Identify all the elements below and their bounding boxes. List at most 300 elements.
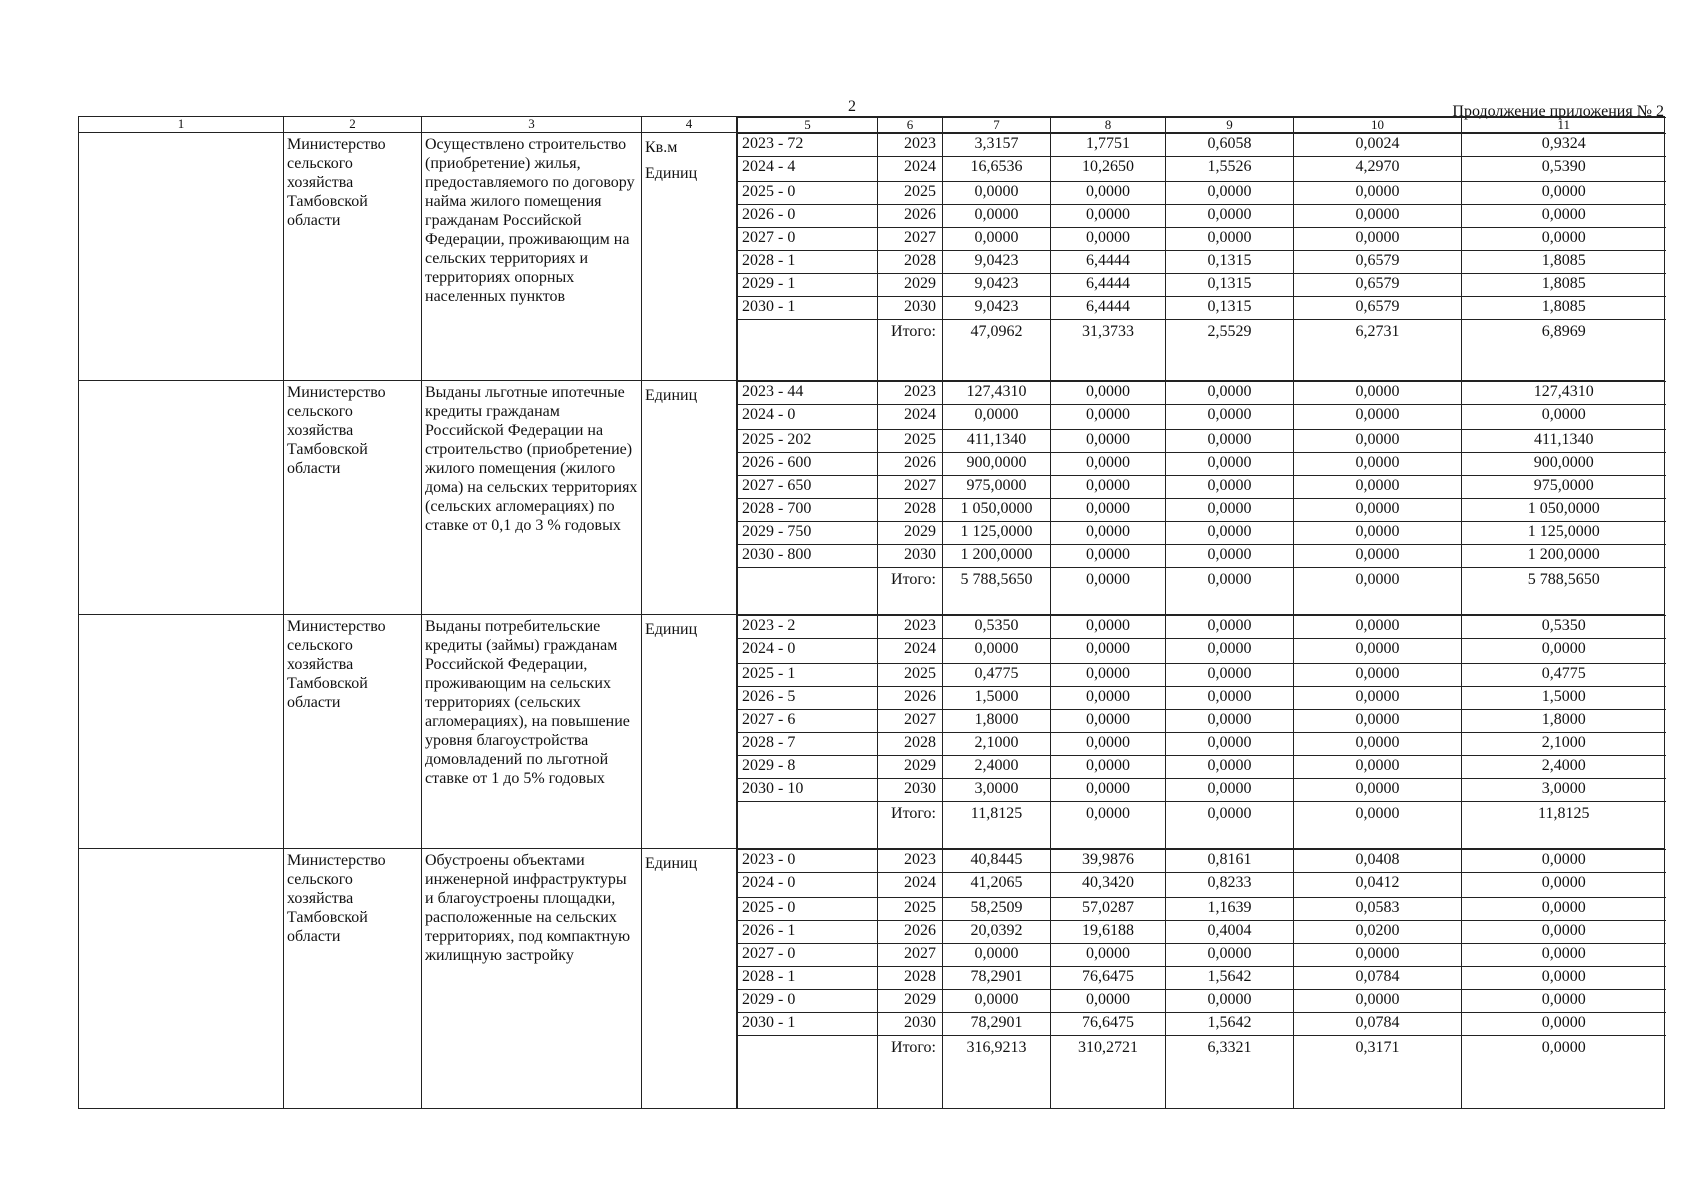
header-cell-1: 1 (79, 117, 284, 133)
total-row (738, 802, 1666, 849)
amount-cell: 0,0000 (1051, 639, 1166, 664)
amount-cell: 20,0392 (943, 921, 1051, 944)
amount-cell: 900,0000 (1462, 453, 1666, 476)
amount-cell: 39,9876 (1051, 850, 1166, 873)
year-count-cell: 2028 - 700 (738, 499, 878, 522)
col3-cell (422, 381, 642, 615)
values-cell (737, 133, 1665, 381)
amount-cell: 0,0000 (1166, 405, 1294, 430)
amount-cell: 0,0200 (1294, 921, 1462, 944)
year-cell: 2028 (878, 499, 943, 522)
amount-cell: 1,5642 (1166, 967, 1294, 990)
amount-cell: 0,0000 (1462, 990, 1666, 1013)
col4-cell (642, 849, 737, 1109)
year-cell: 2025 (878, 182, 943, 205)
header-cell-3: 3 (422, 117, 642, 133)
amount-cell: 0,8161 (1166, 850, 1294, 873)
header-subtable (737, 117, 1666, 132)
year-row (738, 990, 1666, 1013)
amount-cell: 0,0000 (1051, 405, 1166, 430)
amount-cell: 0,0000 (1294, 522, 1462, 545)
col4-cell (642, 381, 737, 615)
amount-cell: 40,3420 (1051, 873, 1166, 898)
year-count-cell: 2026 - 0 (738, 205, 878, 228)
amount-cell: 1,5000 (943, 687, 1051, 710)
year-count-cell: 2026 - 5 (738, 687, 878, 710)
amount-cell: 41,2065 (943, 873, 1051, 898)
total-amount-cell: 310,2721 (1051, 1036, 1166, 1109)
amount-cell: 0,0000 (1051, 990, 1166, 1013)
amount-cell: 2,4000 (943, 756, 1051, 779)
amount-cell: 0,0000 (1462, 967, 1666, 990)
year-row (738, 499, 1666, 522)
amount-cell: 0,0000 (1462, 921, 1666, 944)
amount-cell: 1,8085 (1462, 251, 1666, 274)
year-row (738, 756, 1666, 779)
amount-cell: 0,0000 (1051, 733, 1166, 756)
ministry-name: Министерство сельского хозяйства Тамбовской области (287, 852, 386, 945)
total-amount-cell: 47,0962 (943, 320, 1051, 381)
year-count-cell: 2029 - 8 (738, 756, 878, 779)
year-count-cell: 2024 - 4 (738, 157, 878, 182)
amount-cell: 0,0000 (1294, 476, 1462, 499)
year-row (738, 1013, 1666, 1036)
amount-cell: 0,0000 (1294, 733, 1462, 756)
amount-cell: 16,6536 (943, 157, 1051, 182)
block-row (79, 849, 1665, 1109)
values-cell (737, 849, 1665, 1109)
year-count-cell: 2030 - 800 (738, 545, 878, 568)
amount-cell: 411,1340 (943, 430, 1051, 453)
amount-cell: 0,0000 (1051, 476, 1166, 499)
year-cell: 2030 (878, 297, 943, 320)
year-row (738, 251, 1666, 274)
amount-cell: 1,8000 (943, 710, 1051, 733)
amount-cell: 1 200,0000 (943, 545, 1051, 568)
year-cell: 2025 (878, 664, 943, 687)
amount-cell: 0,0000 (1166, 522, 1294, 545)
ministry-name: Министерство сельского хозяйства Тамбовской области (287, 618, 386, 711)
amount-cell: 0,0000 (1166, 710, 1294, 733)
amount-cell: 0,0000 (1166, 616, 1294, 639)
year-cell: 2029 (878, 990, 943, 1013)
amount-cell: 57,0287 (1051, 898, 1166, 921)
measure-description: Выданы потребительские кредиты (займы) гражданам Российской Федерации, проживающим на сельских территориях (сельских агломерациях), на повышение уровня благоустройства домовладений по льготной ставке от 1 до 5% годовых (425, 618, 630, 787)
total-amount-cell: 5 788,5650 (943, 568, 1051, 615)
amount-cell: 4,2970 (1294, 157, 1462, 182)
amount-cell: 0,0000 (1462, 405, 1666, 430)
amount-cell: 0,0000 (1462, 182, 1666, 205)
year-cell: 2029 (878, 274, 943, 297)
amount-cell: 0,1315 (1166, 297, 1294, 320)
total-label: Итого: (878, 568, 943, 615)
amount-cell: 78,2901 (943, 1013, 1051, 1036)
amount-cell: 1,8000 (1462, 710, 1666, 733)
amount-cell: 0,0000 (1166, 499, 1294, 522)
amount-cell: 975,0000 (1462, 476, 1666, 499)
amount-cell: 2,4000 (1462, 756, 1666, 779)
amount-cell: 0,1315 (1166, 274, 1294, 297)
amount-cell: 6,4444 (1051, 297, 1166, 320)
total-empty-cell (738, 802, 878, 849)
amount-cell: 0,0000 (1294, 779, 1462, 802)
year-count-cell: 2027 - 0 (738, 228, 878, 251)
amount-cell: 975,0000 (943, 476, 1051, 499)
amount-cell: 0,0000 (1051, 944, 1166, 967)
year-count-cell: 2030 - 1 (738, 1013, 878, 1036)
year-row (738, 687, 1666, 710)
amount-cell: 0,6579 (1294, 297, 1462, 320)
year-cell: 2027 (878, 476, 943, 499)
amount-cell: 0,5390 (1462, 157, 1666, 182)
amount-cell: 0,0000 (1294, 430, 1462, 453)
year-row (738, 850, 1666, 873)
measure-description: Осуществлено строительство (приобретение) жилья, предоставляемого по договору найма жилого помещения гражданам Российской Федерации, проживающим на сельских территориях и территориях опорных населенных пунктов (425, 136, 635, 305)
year-row (738, 944, 1666, 967)
amount-cell: 0,0000 (1051, 710, 1166, 733)
amount-cell: 0,0000 (1051, 664, 1166, 687)
year-count-cell: 2023 - 72 (738, 134, 878, 157)
year-count-cell: 2024 - 0 (738, 873, 878, 898)
year-cell: 2026 (878, 453, 943, 476)
total-amount-cell: 0,3171 (1294, 1036, 1462, 1109)
amount-cell: 3,3157 (943, 134, 1051, 157)
amount-cell: 1 200,0000 (1462, 545, 1666, 568)
amount-cell: 0,0024 (1294, 134, 1462, 157)
unit-label: Единиц (645, 855, 698, 872)
total-amount-cell: 0,0000 (1294, 568, 1462, 615)
amount-cell: 0,4775 (943, 664, 1051, 687)
amount-cell: 0,0000 (1051, 453, 1166, 476)
amount-cell: 0,0000 (1462, 1013, 1666, 1036)
year-cell: 2024 (878, 405, 943, 430)
amount-cell: 0,0000 (1051, 616, 1166, 639)
year-row (738, 779, 1666, 802)
amount-cell: 0,0000 (1166, 382, 1294, 405)
amount-cell: 0,0000 (1166, 990, 1294, 1013)
amount-cell: 76,6475 (1051, 967, 1166, 990)
amount-cell: 0,0000 (1294, 382, 1462, 405)
amount-cell: 0,6579 (1294, 274, 1462, 297)
amount-cell: 1,8085 (1462, 274, 1666, 297)
unit-label: Единиц (645, 387, 698, 404)
amount-cell: 0,0000 (1166, 476, 1294, 499)
amount-cell: 0,0000 (1051, 779, 1166, 802)
header-cell-9: 9 (1166, 118, 1294, 133)
amount-cell: 0,0000 (1294, 639, 1462, 664)
amount-cell: 2,1000 (1462, 733, 1666, 756)
amount-cell: 1,5526 (1166, 157, 1294, 182)
values-subtable (737, 133, 1666, 380)
year-count-cell: 2025 - 202 (738, 430, 878, 453)
values-subtable (737, 849, 1666, 1108)
amount-cell: 1 050,0000 (943, 499, 1051, 522)
amount-cell: 0,8233 (1166, 873, 1294, 898)
amount-cell: 19,6188 (1051, 921, 1166, 944)
total-row (738, 568, 1666, 615)
amount-cell: 9,0423 (943, 251, 1051, 274)
year-cell: 2030 (878, 779, 943, 802)
amount-cell: 0,0000 (1294, 687, 1462, 710)
amount-cell: 0,0000 (1462, 639, 1666, 664)
amount-cell: 1,8085 (1462, 297, 1666, 320)
amount-cell: 1,5000 (1462, 687, 1666, 710)
amount-cell: 900,0000 (943, 453, 1051, 476)
total-amount-cell: 2,5529 (1166, 320, 1294, 381)
total-amount-cell: 316,9213 (943, 1036, 1051, 1109)
year-count-cell: 2030 - 1 (738, 297, 878, 320)
year-cell: 2023 (878, 850, 943, 873)
year-cell: 2024 (878, 157, 943, 182)
year-row (738, 182, 1666, 205)
year-row (738, 967, 1666, 990)
year-count-cell: 2027 - 650 (738, 476, 878, 499)
col2-cell (284, 849, 422, 1109)
year-row (738, 297, 1666, 320)
amount-cell: 0,0000 (1294, 616, 1462, 639)
amount-cell: 0,0000 (943, 405, 1051, 430)
year-cell: 2029 (878, 756, 943, 779)
amount-cell: 411,1340 (1462, 430, 1666, 453)
amount-cell: 0,0000 (1051, 499, 1166, 522)
total-amount-cell: 0,0000 (1051, 568, 1166, 615)
unit-label: Кв.м Единиц (645, 139, 698, 182)
total-row (738, 1036, 1666, 1109)
amount-cell: 127,4310 (1462, 382, 1666, 405)
amount-cell: 1,1639 (1166, 898, 1294, 921)
amount-cell: 2,1000 (943, 733, 1051, 756)
amount-cell: 0,0000 (1166, 687, 1294, 710)
block-row (79, 133, 1665, 381)
col2-cell (284, 133, 422, 381)
amount-cell: 0,0000 (943, 639, 1051, 664)
amount-cell: 0,0000 (1051, 687, 1166, 710)
measure-description: Выданы льготные ипотечные кредиты гражданам Российской Федерации на строительство (приобретение) жилого помещения (жилого дома) на сельских территориях (сельских агломерациях) по ставке от 0,1 до 3 % годовых (425, 384, 638, 534)
page-number: 2 (848, 98, 856, 115)
year-row (738, 430, 1666, 453)
header-cell-2: 2 (284, 117, 422, 133)
total-amount-cell: 0,0000 (1294, 802, 1462, 849)
continuation-label: Продолжение приложения № 2 (1452, 103, 1664, 120)
amount-cell: 1 050,0000 (1462, 499, 1666, 522)
amount-cell: 3,0000 (943, 779, 1051, 802)
amount-cell: 0,0000 (1294, 990, 1462, 1013)
col4-cell (642, 133, 737, 381)
amount-cell: 0,0000 (1294, 182, 1462, 205)
amount-cell: 0,0000 (1166, 453, 1294, 476)
amount-cell: 0,0000 (1051, 228, 1166, 251)
year-count-cell: 2023 - 44 (738, 382, 878, 405)
year-row (738, 205, 1666, 228)
year-row (738, 710, 1666, 733)
col1-cell (79, 381, 284, 615)
amount-cell: 0,0000 (1166, 733, 1294, 756)
col1-cell (79, 615, 284, 849)
year-cell: 2025 (878, 430, 943, 453)
total-amount-cell: 11,8125 (1462, 802, 1666, 849)
total-empty-cell (738, 1036, 878, 1109)
year-count-cell: 2023 - 0 (738, 850, 878, 873)
amount-cell: 6,4444 (1051, 251, 1166, 274)
values-cell (737, 615, 1665, 849)
header-cell-10: 10 (1294, 118, 1462, 133)
block-row (79, 615, 1665, 849)
amount-cell: 0,0000 (1166, 228, 1294, 251)
amount-cell: 0,0000 (1294, 499, 1462, 522)
measure-description: Обустроены объектами инженерной инфраструктуры и благоустроены площадки, расположенные на сельских территориях, под компактную жилищную застройку (425, 852, 631, 964)
year-row (738, 228, 1666, 251)
year-row (738, 616, 1666, 639)
amount-cell: 0,0000 (1166, 205, 1294, 228)
amount-cell: 40,8445 (943, 850, 1051, 873)
year-cell: 2029 (878, 522, 943, 545)
amount-cell: 58,2509 (943, 898, 1051, 921)
ministry-name: Министерство сельского хозяйства Тамбовской области (287, 136, 386, 229)
col1-cell (79, 133, 284, 381)
year-cell: 2023 (878, 134, 943, 157)
year-cell: 2026 (878, 205, 943, 228)
col2-cell (284, 615, 422, 849)
amount-cell: 0,0000 (1051, 382, 1166, 405)
amount-cell: 0,6058 (1166, 134, 1294, 157)
year-row (738, 522, 1666, 545)
year-count-cell: 2028 - 1 (738, 967, 878, 990)
amount-cell: 0,0784 (1294, 1013, 1462, 1036)
amount-cell: 0,5350 (1462, 616, 1666, 639)
total-amount-cell: 6,8969 (1462, 320, 1666, 381)
year-count-cell: 2027 - 6 (738, 710, 878, 733)
amount-cell: 1,7751 (1051, 134, 1166, 157)
amount-cell: 0,0000 (943, 944, 1051, 967)
year-row (738, 873, 1666, 898)
amount-cell: 0,0000 (1166, 664, 1294, 687)
values-subtable (737, 615, 1666, 848)
values-subtable (737, 381, 1666, 614)
amount-cell: 0,5350 (943, 616, 1051, 639)
amount-cell: 0,0000 (1051, 522, 1166, 545)
amount-cell: 0,0000 (1166, 182, 1294, 205)
amount-cell: 0,1315 (1166, 251, 1294, 274)
total-amount-cell: 0,0000 (1051, 802, 1166, 849)
amount-cell: 0,0000 (1294, 205, 1462, 228)
amount-cell: 0,0000 (1462, 944, 1666, 967)
amount-cell: 0,0000 (1294, 545, 1462, 568)
year-count-cell: 2024 - 0 (738, 639, 878, 664)
total-amount-cell: 5 788,5650 (1462, 568, 1666, 615)
col3-cell (422, 849, 642, 1109)
header-cell-7: 7 (943, 118, 1051, 133)
header-group-5-11 (737, 117, 1665, 133)
year-count-cell: 2025 - 0 (738, 182, 878, 205)
appendix-table (78, 116, 1665, 1109)
col1-cell (79, 849, 284, 1109)
year-row (738, 157, 1666, 182)
amount-cell: 0,0000 (1462, 850, 1666, 873)
total-amount-cell: 0,0000 (1462, 1036, 1666, 1109)
year-count-cell: 2025 - 1 (738, 664, 878, 687)
total-amount-cell: 6,3321 (1166, 1036, 1294, 1109)
amount-cell: 0,0408 (1294, 850, 1462, 873)
year-row (738, 476, 1666, 499)
amount-cell: 1 125,0000 (1462, 522, 1666, 545)
total-amount-cell: 0,0000 (1166, 802, 1294, 849)
amount-cell: 0,0000 (1294, 453, 1462, 476)
amount-cell: 0,0000 (1166, 639, 1294, 664)
amount-cell: 0,0000 (1166, 944, 1294, 967)
year-count-cell: 2029 - 750 (738, 522, 878, 545)
total-amount-cell: 11,8125 (943, 802, 1051, 849)
year-row (738, 898, 1666, 921)
year-count-cell: 2029 - 1 (738, 274, 878, 297)
amount-cell: 0,0000 (1166, 430, 1294, 453)
amount-cell: 0,0000 (1166, 756, 1294, 779)
total-empty-cell (738, 568, 878, 615)
year-cell: 2030 (878, 545, 943, 568)
amount-cell: 0,0583 (1294, 898, 1462, 921)
amount-cell: 0,0000 (1294, 710, 1462, 733)
year-row (738, 405, 1666, 430)
year-row (738, 921, 1666, 944)
year-cell: 2025 (878, 898, 943, 921)
header-cell-5: 5 (738, 118, 878, 133)
amount-cell: 76,6475 (1051, 1013, 1166, 1036)
year-cell: 2024 (878, 639, 943, 664)
year-row (738, 545, 1666, 568)
total-row (738, 320, 1666, 381)
amount-cell: 3,0000 (1462, 779, 1666, 802)
amount-cell: 9,0423 (943, 297, 1051, 320)
amount-cell: 1 125,0000 (943, 522, 1051, 545)
total-label: Итого: (878, 1036, 943, 1109)
amount-cell: 0,0000 (943, 182, 1051, 205)
year-cell: 2027 (878, 710, 943, 733)
year-row (738, 664, 1666, 687)
amount-cell: 0,0000 (1294, 228, 1462, 251)
amount-cell: 0,0000 (1051, 205, 1166, 228)
year-count-cell: 2027 - 0 (738, 944, 878, 967)
block-row (79, 381, 1665, 615)
year-count-cell: 2026 - 600 (738, 453, 878, 476)
amount-cell: 0,4775 (1462, 664, 1666, 687)
values-cell (737, 381, 1665, 615)
total-label: Итого: (878, 320, 943, 381)
amount-cell: 0,0000 (1051, 182, 1166, 205)
amount-cell: 0,6579 (1294, 251, 1462, 274)
total-empty-cell (738, 320, 878, 381)
header-cell-11: 11 (1462, 118, 1666, 133)
amount-cell: 0,0000 (1462, 898, 1666, 921)
amount-cell: 0,0000 (1166, 545, 1294, 568)
year-count-cell: 2028 - 1 (738, 251, 878, 274)
year-row (738, 639, 1666, 664)
amount-cell: 0,0000 (1462, 873, 1666, 898)
header-cell-8: 8 (1051, 118, 1166, 133)
total-amount-cell: 6,2731 (1294, 320, 1462, 381)
amount-cell: 0,0000 (1294, 405, 1462, 430)
year-count-cell: 2028 - 7 (738, 733, 878, 756)
year-cell: 2028 (878, 251, 943, 274)
amount-cell: 0,0000 (1051, 545, 1166, 568)
year-cell: 2026 (878, 687, 943, 710)
year-cell: 2027 (878, 944, 943, 967)
ministry-name: Министерство сельского хозяйства Тамбовской области (287, 384, 386, 477)
amount-cell: 0,0000 (1294, 664, 1462, 687)
col4-cell (642, 615, 737, 849)
total-label: Итого: (878, 802, 943, 849)
year-count-cell: 2026 - 1 (738, 921, 878, 944)
year-row (738, 134, 1666, 157)
amount-cell: 10,2650 (1051, 157, 1166, 182)
